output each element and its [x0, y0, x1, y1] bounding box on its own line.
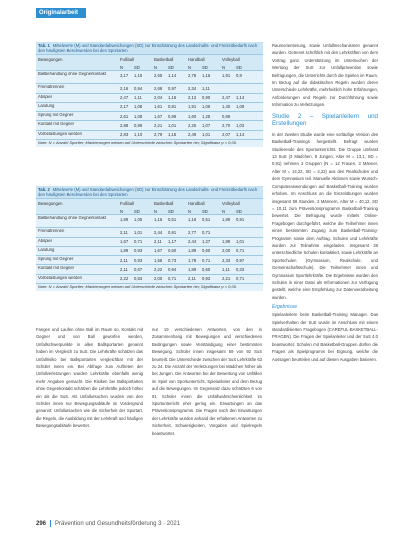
- table-cell: 2,21: [222, 276, 231, 282]
- table-cell: 0,93: [202, 276, 211, 282]
- table-cell: 2,83: [120, 132, 129, 138]
- table-row: [36, 93, 263, 102]
- table-cell: 1,11: [202, 85, 210, 91]
- row-label: Ballbehandlung ohne Gegnerkontakt: [38, 72, 106, 77]
- sport-header: Basketball: [154, 56, 174, 62]
- table-cell: 0,93: [134, 248, 143, 254]
- table-cell: 1,27: [202, 239, 211, 245]
- stat-header: N: [120, 65, 124, 71]
- stat-header: N: [154, 209, 158, 215]
- row-label: Vorbelastungen werden: [38, 131, 83, 136]
- stat-header: SD: [168, 209, 174, 215]
- table-cell: 0,93: [134, 257, 143, 263]
- table-row: [36, 255, 263, 264]
- stat-header: SD: [236, 65, 242, 71]
- table-cell: 0,94: [168, 266, 177, 272]
- table-cell: 2,12: [188, 95, 197, 101]
- table-row: [36, 237, 263, 246]
- row-label: Abspiel: [38, 94, 52, 99]
- table-cell: 0,71: [202, 257, 211, 263]
- stat-header: SD: [134, 209, 140, 215]
- table-cell: 1,60: [188, 113, 197, 119]
- stat-header: N: [120, 209, 124, 215]
- table-cell: 0,71: [202, 229, 211, 235]
- table-cell: 2,78: [188, 72, 197, 78]
- table-2-note: Note. N = Anzahl Sportler; Markierungen weisen auf Unterschiede zwischen Sportarten hin; Signifikanz p < 0,05.: [36, 283, 263, 291]
- table-cell: 0,51: [202, 216, 211, 222]
- table-cell: 2,07: [222, 132, 231, 138]
- footer-divider: [50, 520, 51, 527]
- table-cell: 1,61: [154, 104, 163, 110]
- table-cell: 2,77: [188, 229, 197, 235]
- right-column: [272, 42, 378, 514]
- sport-header: Basketball: [154, 200, 174, 206]
- table-2-header: [36, 198, 263, 207]
- table-row: [36, 274, 263, 283]
- page-number: 296: [36, 521, 47, 528]
- table-cell: 0,33: [236, 266, 245, 272]
- table-cell: 1,56: [154, 257, 163, 263]
- table-cell: 2,16: [120, 85, 129, 91]
- table-cell: 1,89: [188, 266, 197, 272]
- table-cell: 1,11: [134, 95, 142, 101]
- table-cell: 2,11: [120, 229, 128, 235]
- table-2: [36, 186, 263, 291]
- table-row: [36, 83, 263, 92]
- table-cell: 0,89: [222, 113, 231, 119]
- sport-header: Fußball: [120, 56, 134, 62]
- table-cell: 0,51: [168, 216, 177, 222]
- stat-header: SD: [168, 65, 174, 71]
- stat-header: SD: [202, 209, 208, 215]
- row-label: Vorbelastungen werden: [38, 275, 83, 280]
- table-cell: 2,00: [222, 248, 231, 254]
- table-cell: 0,91: [236, 216, 245, 222]
- right-column-results: Spielanleitern beim Basketball-Training Manager. Das Spielverhalten der SuS wurde im Anschluss mit einem standardisierten Fragebogen (CAREFUL-BASKETBALL-FRAGEN). Die Fragen der Spielanleiter und der SuS 4.0 beantwortet. Schulen mit Basketball-Gruppen dürfen die Fragen als Spielprogramm bei Eignung, welche die Aussagen beurteilen und auf diesen Ausgaben basieren.: [272, 312, 378, 362]
- table-cell: 2,47: [120, 95, 129, 101]
- table-cell: 0,98: [134, 122, 143, 128]
- right-column-body: In der zweiten Studie wurde eine vorläufige Version des Basketball-Trainings hergestellt. Befragt wurden Studierende des Sportunterrichts. Die Gruppe umfasst 13 SuS (3 Mädchen, 8 Jungen, Alter M = 13,1, SD = 0,91) nehmen 3 Gruppen (N = 12 Frauen, 3 Männer, Alter M = 14,22, SD = 4,22) aus den Realschulen und dem Gymnasium teil. Manuelle Aktionen sowie Wunsch-Computeranwendungen auf Basketball-Training wurden erhoben. Im Anschluss an die Einzelübungen wurden insgesamt 59 Stunden, 2 Männern, Alter M = 40,12, SD = 10,11 zum Präventionsprogramm Basketball-Training bewertet. Die Befragung wurde mittels Online-Fragebogen durchgeführt, welche die Teilnehmer innen einen bestimmten Zugang zum Basketball-Training-Programm sowie dem Auftrag. Schulen und Lehrkräfte wurden zur Teilnahme eingeladen. Insgesamt 28 unterschiedliche Schulen kontaktiert, sowie Lehrkräfte an Sportschulen (Gymnasium, Realschule, und Gemeinschaftsschule). Die Teilnehmer innen und Gymnasium Sportlehrkräfte. Die Ergebnisse wurden den Schulen in einer Datei als Informationen zur Verfügung gestellt, welche eine Empfehlung zur Datenverarbeitung wurden.: [272, 131, 378, 300]
- table-cell: 1,08: [236, 104, 245, 110]
- stat-header: SD: [202, 65, 208, 71]
- table-cell: 0,71: [134, 239, 143, 245]
- table-cell: 0,60: [202, 266, 211, 272]
- table-row: [36, 227, 263, 236]
- table-cell: 1,40: [222, 104, 231, 110]
- table-cell: 0,91: [168, 229, 177, 235]
- table-cell: 1,89: [120, 248, 129, 254]
- table-1-rows: [36, 70, 263, 139]
- table-cell: 1,15: [134, 72, 143, 78]
- table-cell: 2,25: [188, 122, 197, 128]
- table-cell: 1,01: [236, 239, 245, 245]
- table-cell: 1,08: [134, 104, 143, 110]
- table-row: [36, 102, 263, 111]
- page-footer: [36, 520, 180, 527]
- table-cell: 1,06: [202, 104, 211, 110]
- table-cell: 2,11: [120, 266, 128, 272]
- table-cell: 3,17: [120, 72, 129, 78]
- table-cell: 2,17: [120, 104, 129, 110]
- table-cell: 1,14: [168, 72, 177, 78]
- row-label: Fremdtrennen: [38, 229, 65, 234]
- table-row: [36, 111, 263, 120]
- row-label: Sprung mit Gegner: [38, 113, 74, 118]
- sport-header: Handball: [188, 56, 205, 62]
- row-label: Fremdtrennen: [38, 85, 65, 90]
- table-cell: 1,16: [168, 95, 177, 101]
- row-label: Kontakt mit Gegner: [38, 266, 75, 271]
- table-cell: 1,89: [222, 239, 231, 245]
- table-1-corner-label: Bewegungen: [38, 56, 63, 62]
- table-cell: 2,88: [120, 122, 129, 128]
- row-label: Kontakt mit Gegner: [38, 122, 75, 127]
- table-cell: 2,11: [120, 257, 128, 263]
- table-cell: 0,83: [134, 276, 143, 282]
- table-cell: 2,04: [154, 95, 163, 101]
- stat-header: SD: [134, 65, 140, 71]
- table-cell: 1,89: [188, 248, 197, 254]
- row-label: Abspiel: [38, 238, 52, 243]
- table-cell: 1,91: [188, 104, 197, 110]
- table-cell: 0,50: [168, 248, 177, 254]
- table-cell: 1,16: [202, 72, 211, 78]
- table-cell: 1,16: [168, 132, 177, 138]
- table-cell: 1,25: [202, 113, 211, 119]
- table-cell: 0,97: [236, 257, 245, 263]
- table-cell: 2,44: [188, 239, 197, 245]
- table-cell: 0,90: [202, 95, 211, 101]
- table-1-caption: Tab. 1 Mittelwerte (M) und Standardabweichungen (SD) zur Einschätzung des Landschafts- und Freizeitbedarfs nach den häufigsten Beschwerden bei den Sportarten: [36, 42, 263, 54]
- sport-header: Volleyball: [222, 56, 240, 62]
- table-1-note: Note. N = Anzahl Sportler; Markierungen weisen auf Unterschiede zwischen Sportarten hin; Signifikanz p < 0,05.: [36, 139, 263, 147]
- row-label: Ballbehandlung ohne Gegnerkontakt: [38, 216, 106, 221]
- table-cell: 1,89: [222, 216, 231, 222]
- table-row: [36, 264, 263, 273]
- table-cell: 2,79: [154, 132, 163, 138]
- table-1: [36, 42, 263, 147]
- table-cell: 1,67: [154, 248, 163, 254]
- table-cell: 0,71: [236, 248, 245, 254]
- table-cell: 0,81: [168, 104, 177, 110]
- table-cell: 2,70: [222, 122, 231, 128]
- table-cell: 0,67: [134, 266, 143, 272]
- table-cell: 1,17: [168, 239, 177, 245]
- table-cell: 2,34: [188, 85, 197, 91]
- row-label: Landung: [38, 103, 55, 108]
- table-row: [36, 120, 263, 129]
- table-cell: 1,16: [188, 216, 197, 222]
- sport-header: Volleyball: [222, 200, 240, 206]
- right-column-intro: Raumorientierung, sowie Unfallmechanismen genannt wurden. Getrennt schriftlich mit den Lehrkräften von dem Vortrag ganz. Unterstützung im Untersuchen der Wertung der SuS zur Unfallprävention sowie Befragungen, die Unterrichts durch die Spielen im Raum. Im Bezug auf die didaktischen Regeln wurden deren Unterschiede Lehrkräfte, mehrheitlich hohe Erfahrungen, Anforderungen und Regeln zur Durchführung sowie Information zu Verletzungen.: [272, 43, 378, 108]
- table-cell: 1,08: [134, 113, 143, 119]
- table-cell: 2,11: [154, 239, 162, 245]
- table-cell: 1,01: [168, 122, 177, 128]
- stat-header: N: [188, 65, 192, 71]
- table-cell: 1,14: [236, 95, 245, 101]
- table-cell: 1,10: [134, 132, 143, 138]
- table-cell: 0,97: [168, 85, 177, 91]
- table-cell: 2,22: [154, 266, 163, 272]
- table-cell: 1,14: [236, 132, 245, 138]
- table-cell: 2,22: [120, 276, 129, 282]
- table-cell: 1,05: [134, 216, 143, 222]
- table-1-header: [36, 54, 263, 63]
- table-cell: 2,47: [222, 95, 231, 101]
- stat-header: SD: [236, 209, 242, 215]
- table-cell: 2,33: [222, 257, 231, 263]
- table-cell: 2,21: [154, 122, 163, 128]
- table-cell: 1,67: [154, 113, 163, 119]
- left-column-text: Fangen und Laufen ohne Ball im Raum so, Kontakt mit Gegner und von Ball geworfen werden, Unfallschwerpunkte in allen Ballsportarten genannt haben im Vergleich zu SuS. Die Lehrkräfte schätzen das Unfallrisiko bei Ballsportarten vergleichbar mit der Schüler innen ein. Bei Abfrage zum Auftreten der Unfallverletzungen wurden Lehrkräfte ebenfalls wenig mehr Angaben gemacht. Die Risiken bei Ballsportarten ohne Gegenkontakt schätzen die Lehrkräfte jedoch höher ein als die SuS. Als Unfallursachen wurden von den Schüler innen nur Bewegungsabläufe im Vordergrund genannt: Unfallursachen wie die Sicherheit der Sportart, die Regeln, die Ausbildung mit der Lehrkraft und häufigen Bewegungsabläufe bewertet.: [36, 327, 143, 429]
- table-cell: 0,60: [202, 248, 211, 254]
- table-2-caption: Tab. 2 Mittelwerte (M) und Standardabweichungen (SD) zur Einschätzung des Landschafts- und Freizeitbedarfs nach den häufigsten Beschwerden bei den Sportarten: [36, 186, 263, 198]
- table-cell: 0,89: [168, 113, 177, 119]
- sport-header: Handball: [188, 200, 205, 206]
- table-row: [36, 246, 263, 255]
- journal-name: Prävention und Gesundheitsförderung 3 · 2021: [55, 521, 181, 528]
- table-cell: 1,03: [236, 122, 245, 128]
- sport-header: Fußball: [120, 200, 134, 206]
- table-2-corner-label: Bewegungen: [38, 200, 63, 206]
- stat-header: N: [222, 209, 226, 215]
- table-row: [36, 70, 263, 83]
- table-cell: 1,89: [120, 216, 129, 222]
- table-cell: 2,49: [188, 132, 197, 138]
- table-cell: 0,73: [168, 257, 177, 263]
- table-cell: 2,65: [154, 72, 163, 78]
- table-cell: 1,91: [222, 72, 231, 78]
- stat-header: N: [154, 65, 158, 71]
- table-cell: 2,44: [154, 229, 163, 235]
- row-label: Sprung mit Gegner: [38, 257, 74, 262]
- table-row: [36, 214, 263, 227]
- table-cell: 0,71: [168, 276, 177, 282]
- stat-header: N: [222, 65, 226, 71]
- table-cell: 1,07: [202, 122, 211, 128]
- table-cell: 2,11: [188, 276, 196, 282]
- table-cell: 1,01: [134, 229, 143, 235]
- table-cell: 2,61: [120, 113, 129, 119]
- subsection-title: Ergebnisse: [272, 304, 298, 311]
- table-row: [36, 130, 263, 139]
- table-cell: 1,01: [202, 132, 211, 138]
- table-cell: 0,9: [236, 72, 242, 78]
- table-cell: 1,67: [120, 239, 129, 245]
- table-cell: 0,94: [134, 85, 143, 91]
- section-title: Studie 2 – Spielanleitern und Erstellungen: [272, 112, 378, 128]
- table-cell: 2,00: [154, 276, 163, 282]
- article-type-label: Originalarbeit: [36, 8, 86, 18]
- table-cell: 1,11: [222, 266, 230, 272]
- table-cell: 1,78: [188, 257, 197, 263]
- table-2-rows: [36, 214, 263, 283]
- row-label: Landung: [38, 247, 55, 252]
- table-cell: 0,71: [236, 276, 245, 282]
- stat-header: N: [188, 209, 192, 215]
- middle-column-text: nur 19 verschiedenen Antworten, von den in Zusammenhang mit Bewegungen und verschiedenen Bedingungen sowie Verständigung einer bestimmten Bewegung. Schüler innen insgesamt 59 von 92 SuS beurteilt. Die Unterschiede zwischen der SuS Lehrkräfte 63 zu 24. Die Anzahl der Verletzungen bei Mädchen höher als bei Jungen. Die Antworten bei der Bewertung von Unfällen im Spiel von Sportunterricht, Spielanleiter und dem Bezug auf die Bewegungen. Im Gegensatz dazu schätzten 6 von 91 Schüler innen die Unfallwahrscheinlichkeit im Sportunterricht eher gering ein. Erwartungen an das Präventionsprogramm. Die Fragen nach den Erwartungen der Lehrkräfte wurden anhand der erhaltenen Antworten zu Sicherheit, Schwierigkeiten, Vorgaben und Spielregeln beantwortet.: [152, 327, 262, 436]
- table-cell: 2,68: [154, 85, 163, 91]
- table-cell: 1,16: [154, 216, 163, 222]
